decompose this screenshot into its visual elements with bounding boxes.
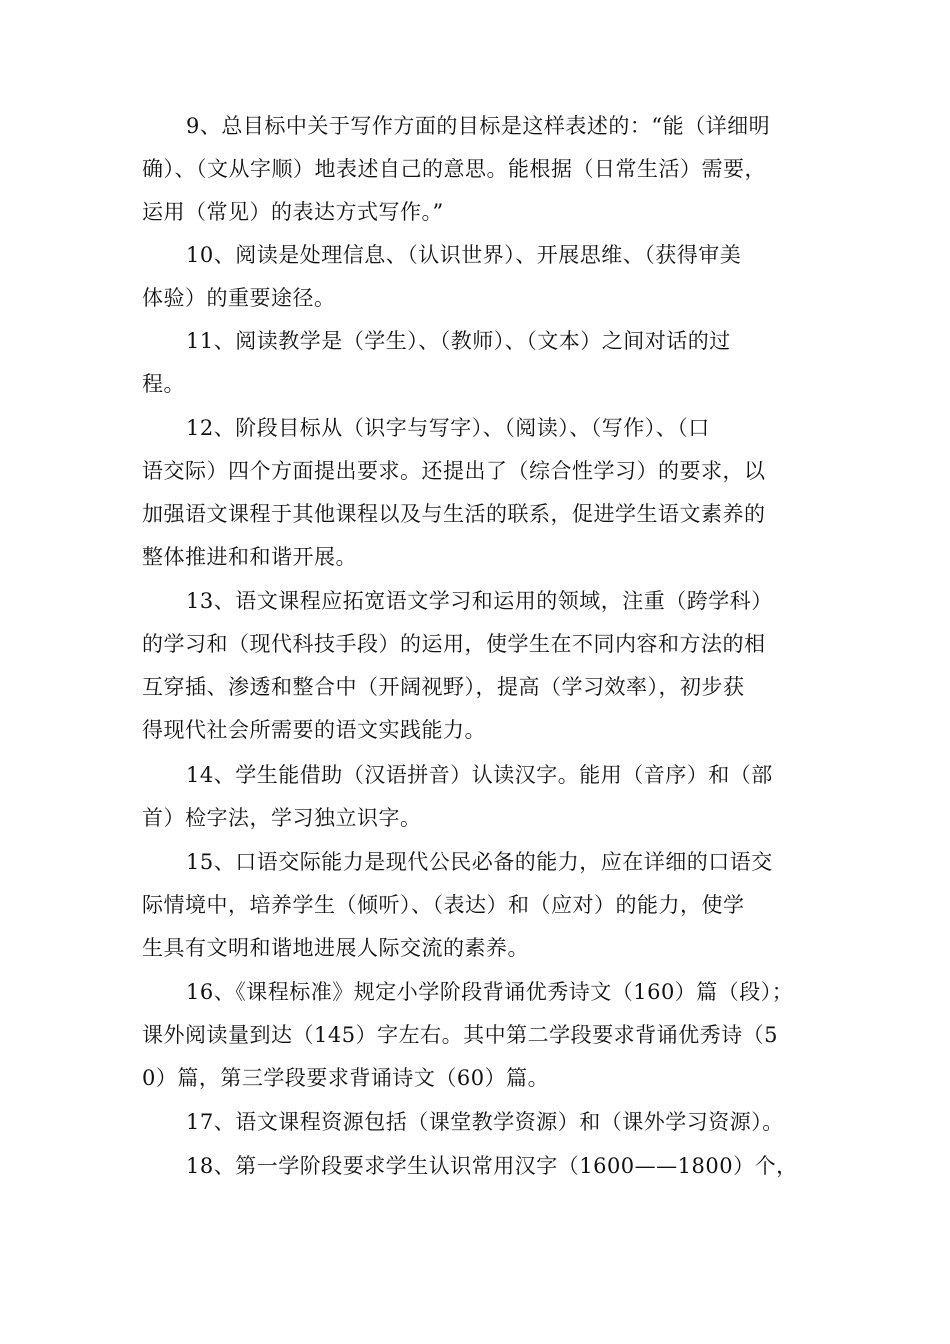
item-15-line-2: 际情境中，培养学生（倾听）、（表达）和（应对）的能力，使学 xyxy=(142,893,745,917)
item-12-line-3: 加强语文课程于其他课程以及与生活的联系，促进学生语文素养的 xyxy=(142,502,766,526)
item-12-line-4: 整体推进和和谐开展。 xyxy=(142,545,357,569)
item-9-line-3: 运用（常见）的表达方式写作。” xyxy=(142,200,444,224)
item-13-line-1: 13、语文课程应拓宽语文学习和运用的领域，注重（跨学科） xyxy=(186,589,773,613)
item-16-line-2: 课外阅读量到达（145）字左右。其中第二学段要求背诵优秀诗（5 xyxy=(142,1023,778,1047)
item-17-line-1: 17、语文课程资源包括（课堂教学资源）和（课外学习资源）。 xyxy=(186,1110,784,1134)
item-14-line-2: 首）检字法，学习独立识字。 xyxy=(142,806,422,830)
item-12-line-1: 12、阶段目标从（识字与写字）、（阅读）、（写作）、（口 xyxy=(186,416,710,440)
item-13-line-4: 得现代社会所需要的语文实践能力。 xyxy=(142,718,486,742)
item-15-line-1: 15、口语交际能力是现代公民必备的能力，应在详细的口语交 xyxy=(186,850,773,874)
item-18-line-1: 18、第一学阶段要求学生认识常用汉字（1600——1800）个， xyxy=(186,1154,798,1178)
item-15-line-3: 生具有文明和谐地进展人际交流的素养。 xyxy=(142,936,529,960)
item-11-line-2: 程。 xyxy=(142,372,185,396)
item-9-line-2: 确）、（文从字顺）地表述自己的意思。能根据（日常生活）需要， xyxy=(142,157,766,181)
item-16-line-3: 0）篇，第三学段要求背诵诗文（60）篇。 xyxy=(142,1066,550,1090)
item-13-line-2: 的学习和（现代科技手段）的运用，使学生在不同内容和方法的相 xyxy=(142,632,766,656)
item-12-line-2: 语交际）四个方面提出要求。还提出了（综合性学习）的要求，以 xyxy=(142,459,766,483)
item-9-line-1: 9、总目标中关于写作方面的目标是这样表述的：“能（详细明 xyxy=(186,114,771,138)
item-16-line-1: 16、《课程标准》规定小学阶段背诵优秀诗文（160）篇（段）； xyxy=(186,980,794,1004)
item-13-line-3: 互穿插、渗透和整合中（开阔视野），提高（学习效率），初步获 xyxy=(142,675,745,699)
item-14-line-1: 14、学生能借助（汉语拼音）认读汉字。能用（音序）和（部 xyxy=(186,763,773,787)
item-10-line-1: 10、阅读是处理信息、（认识世界）、开展思维、（获得审美 xyxy=(186,243,742,267)
item-10-line-2: 体验）的重要途径。 xyxy=(142,286,336,310)
item-11-line-1: 11、阅读教学是（学生）、（教师）、（文本）之间对话的过 xyxy=(186,329,731,353)
